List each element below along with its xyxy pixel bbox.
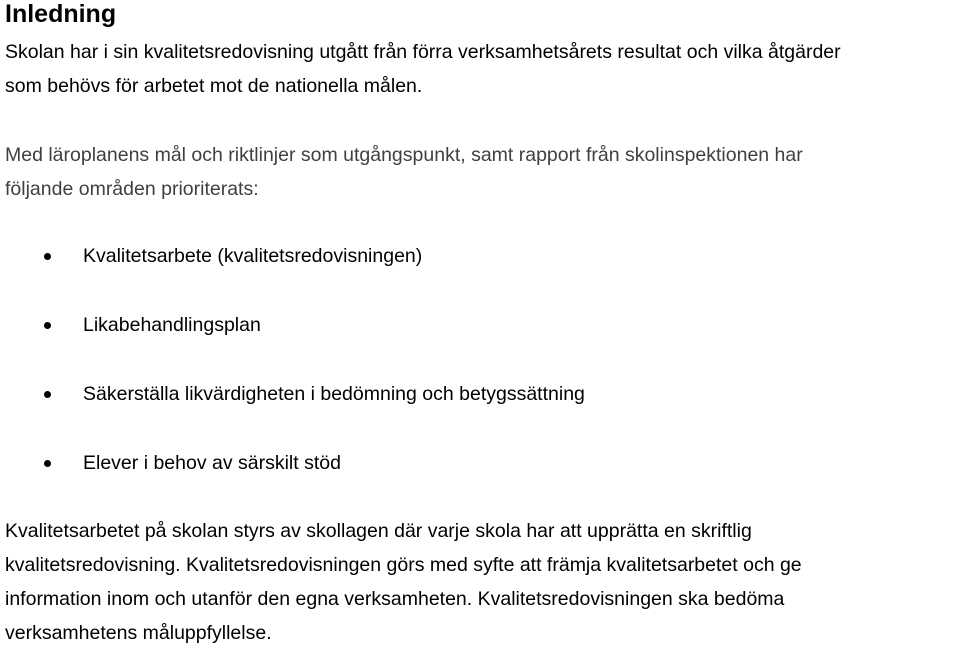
priorities-line: Med läroplanens mål och riktlinjer som utgångspunkt, samt rapport från skolinspektionen har (5, 144, 803, 166)
bullet-icon (44, 460, 51, 467)
closing-line: kvalitetsredovisning. Kvalitetsredovisningen görs med syfte att främja kvalitetsarbetet och ge (5, 554, 802, 576)
bullet-icon (44, 322, 51, 329)
closing-line: Kvalitetsarbetet på skolan styrs av skollagen där varje skola har att upprätta en skriftlig (5, 520, 752, 542)
intro-paragraph (5, 35, 841, 103)
intro-line: Skolan har i sin kvalitetsredovisning utgått från förra verksamhetsårets resultat och vilka åtgärder (5, 41, 841, 63)
document-heading: Inledning (5, 0, 117, 28)
closing-paragraph (5, 514, 802, 650)
closing-line: information inom och utanför den egna verksamheten. Kvalitetsredovisningen ska bedöma (5, 588, 785, 610)
priorities-paragraph (5, 138, 803, 206)
priority-label: Likabehandlingsplan (83, 314, 261, 336)
bullet-icon (44, 391, 51, 398)
closing-line: verksamhetens måluppfyllelse. (5, 622, 272, 644)
priorities-line: följande områden prioriterats: (5, 178, 259, 200)
intro-line: som behövs för arbetet mot de nationella målen. (5, 75, 423, 97)
bullet-icon (44, 253, 51, 260)
priority-label: Elever i behov av särskilt stöd (83, 452, 341, 474)
priority-label: Kvalitetsarbete (kvalitetsredovisningen) (83, 245, 423, 267)
priority-label: Säkerställa likvärdigheten i bedömning och betygssättning (83, 383, 585, 405)
